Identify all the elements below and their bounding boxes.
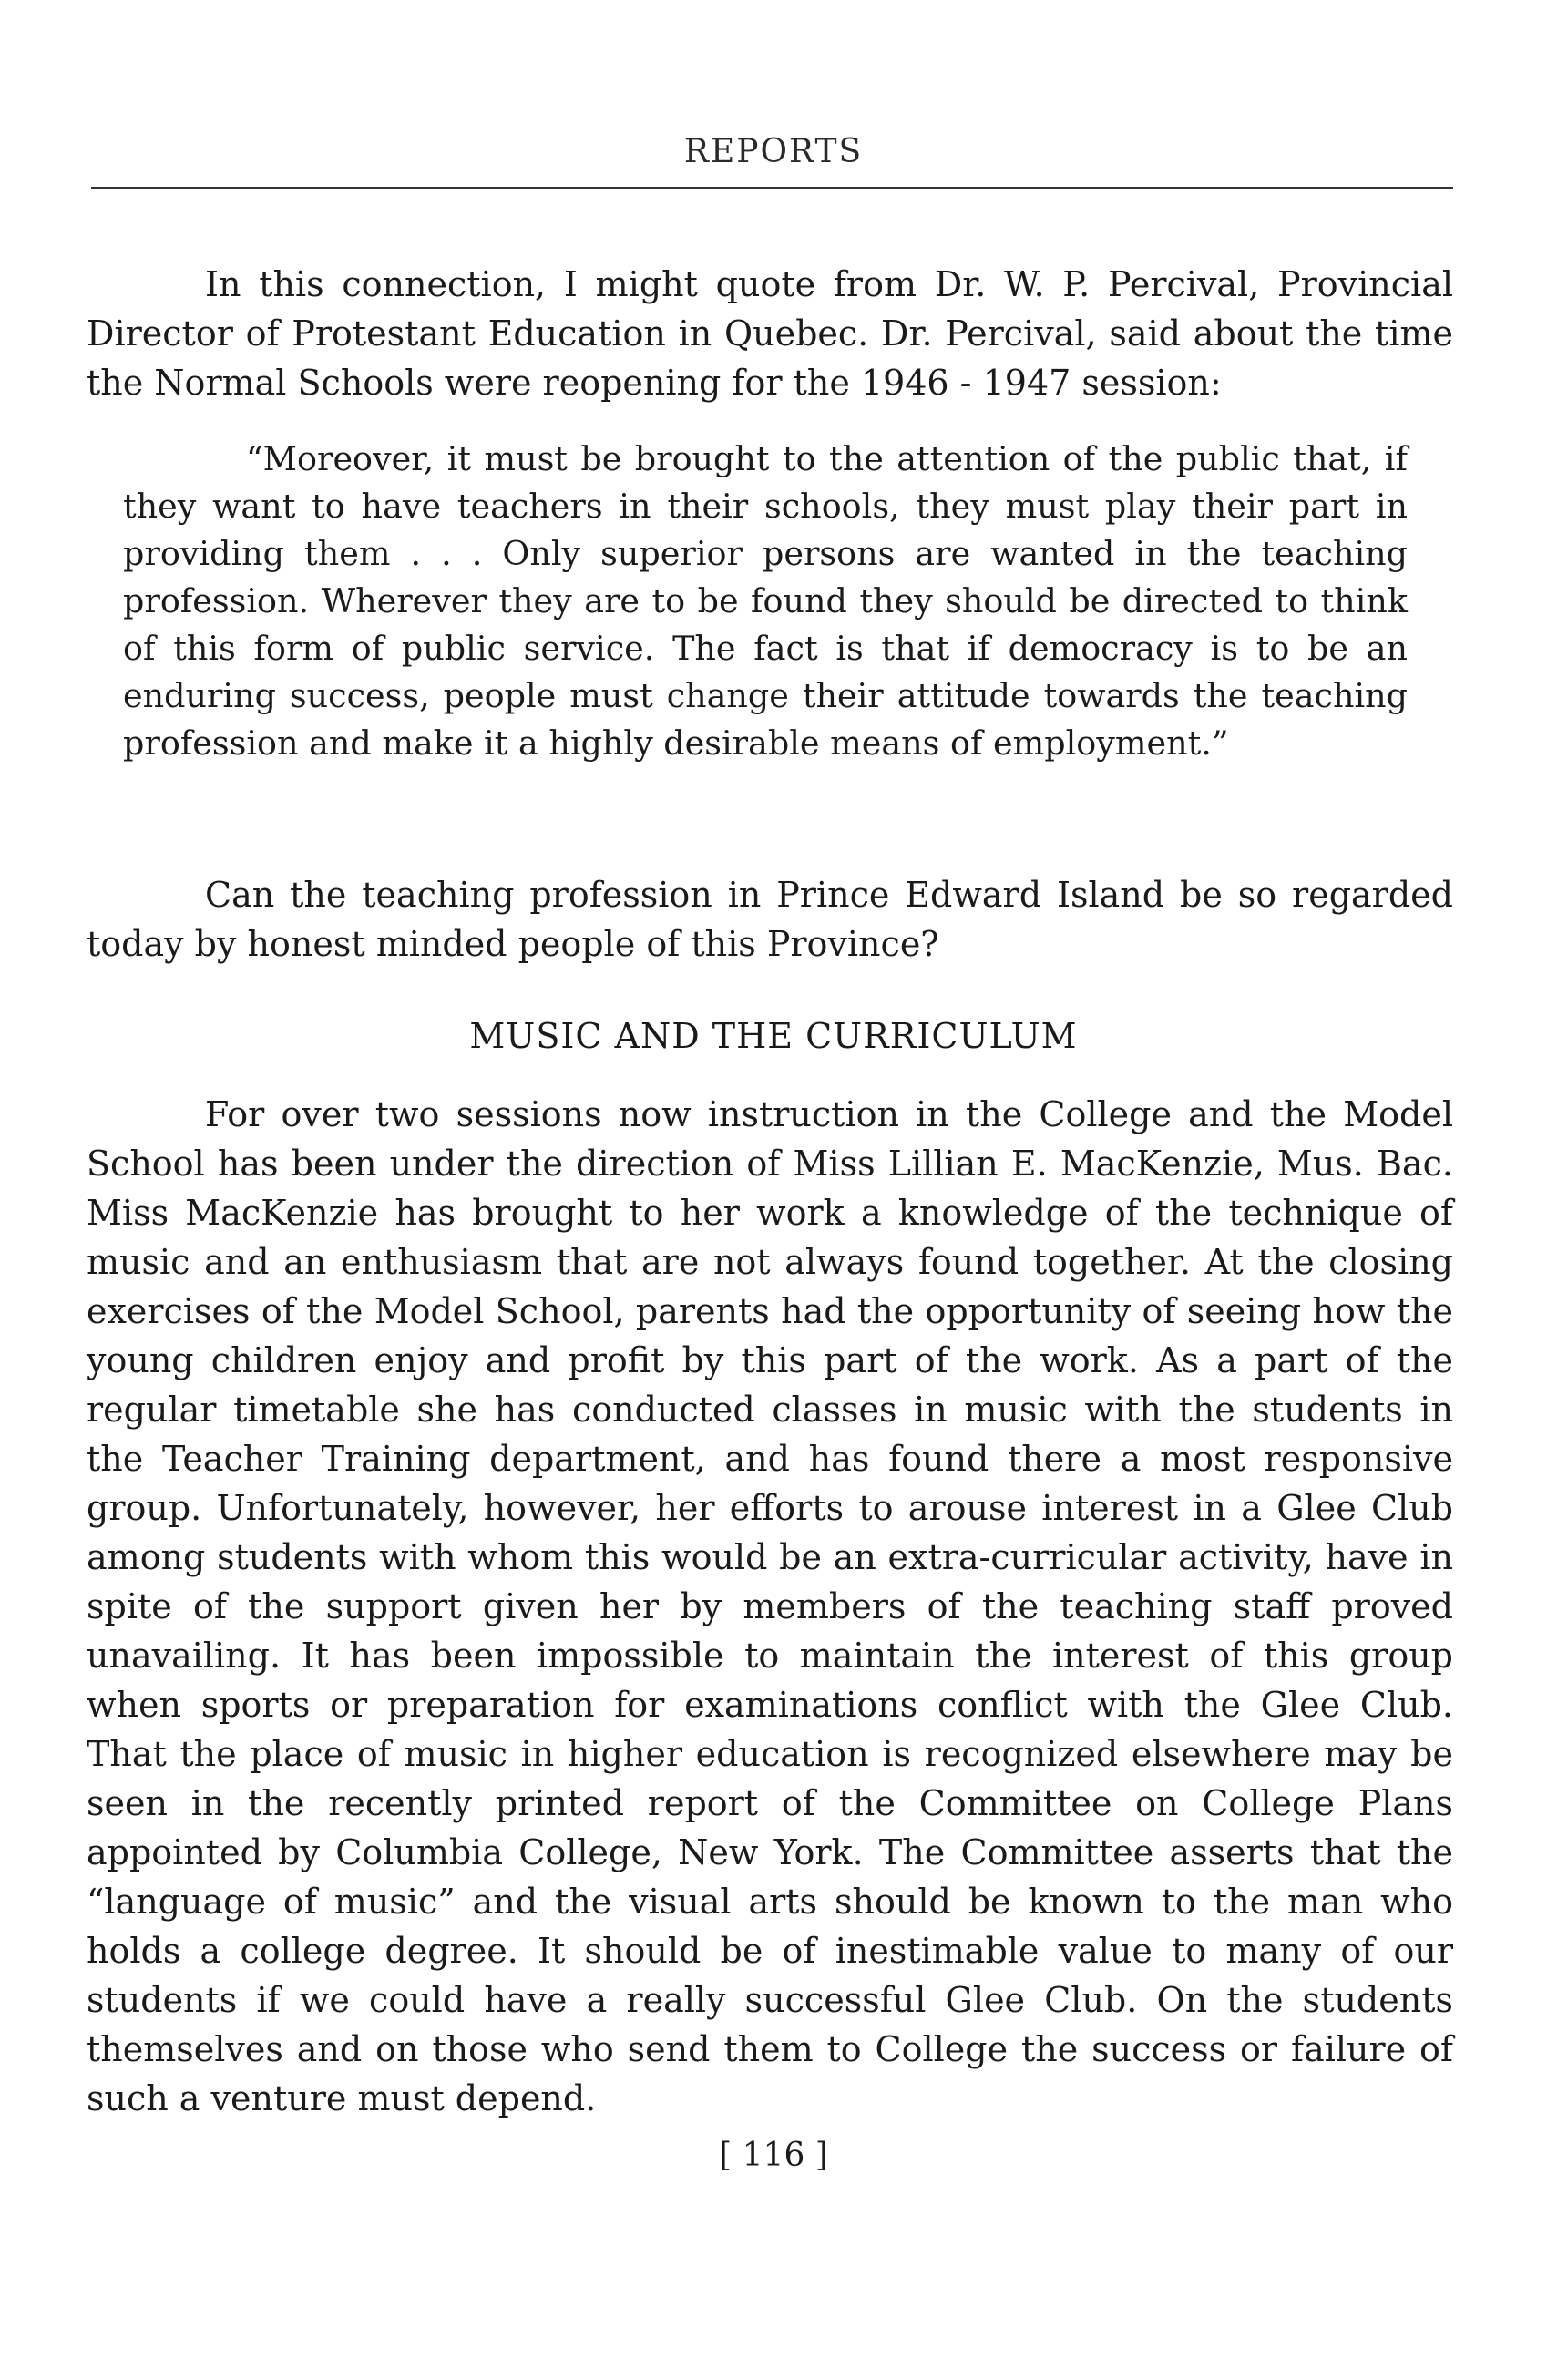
body-paragraph-intro: In this connection, I might quote from Dr. W. P. Percival, Provincial Director of Protestant Education in Quebec. Dr. Percival, said about the time the Normal Schools were reopening for the 1946 - 1947 session: [87, 264, 1453, 403]
body-paragraph-question: Can the teaching profession in Prince Edward Island be so regarded today by honest minded people of this Province? [87, 875, 1453, 964]
block-quote: “Moreover, it must be brought to the attention of the public that, if they want to have teachers in their schools, they must play their part in providing them . . . Only superior persons are wanted in the teaching profession. Wherever they are to be found they should be directed to think of this form of public service. The fact is that if democracy is to be an enduring success, people must change their attitude towards the teaching profession and make it a highly desirable means of employment.” [123, 439, 1408, 763]
running-head-title: REPORTS [683, 133, 864, 170]
body-paragraph-music: For over two sessions now instruction in the College and the Model School has been under the direction of Miss Lillian E. MacKenzie, Mus. Bac. Miss MacKenzie has brought to her work a knowledge of the technique of music and an enthusiasm that are not always found together. At the closing exercises of the Model School, parents had the opportunity of seeing how the young children enjoy and profit by this part of the work. As a part of the regular timetable she has conducted classes in music with the students in the Teacher Training department, and has found there a most responsive group. Unfortunately, however, her efforts to arouse interest in a Glee Club among students with whom this would be an extra-curricular activity, have in spite of the support given her by members of the teaching staff proved unavailing. It has been impossible to maintain the interest of this group when sports or preparation for examinations conflict with the Glee Club. That the place of music in higher education is recognized elsewhere may be seen in the recently printed report of the Committee on College Plans appointed by Columbia College, New York. The Committee asserts that the “language of music” and the visual arts should be known to the man who holds a college degree. It should be of inestimable value to many of our students if we could have a really successful Glee Club. On the students themselves and on those who send them to College the success or failure of such a venture must depend. [87, 1094, 1453, 2118]
header-rule [91, 187, 1453, 189]
section-heading: MUSIC AND THE CURRICULUM [469, 1016, 1078, 1056]
page-number: [ 116 ] [719, 2137, 828, 2174]
